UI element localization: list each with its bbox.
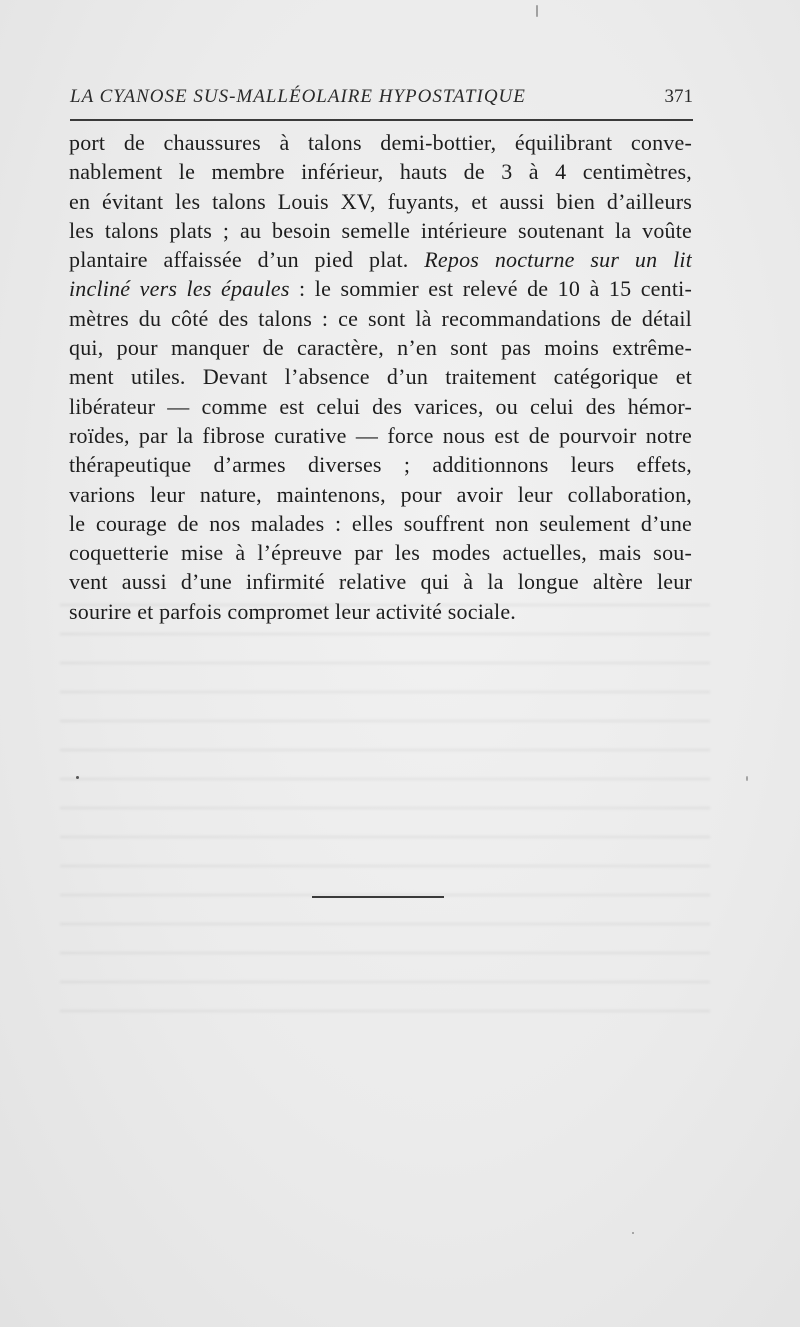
running-head [0,84,693,114]
text-line: nablement le membre inférieur, hauts de 3 à 4 centimètres, [69,159,692,185]
text-line: libérateur — comme est celui des varices, ou celui des hémor- [69,393,692,419]
text-run: plantaire affaissée d’un pied plat. [69,247,409,273]
text-line: qui, pour manquer de caractère, n’en sont pas moins extrême- [69,335,692,361]
print-speck [746,776,748,781]
print-speck [536,5,538,17]
page-number: 371 [664,86,693,107]
text-line: sourire et parfois compromet leur activité sociale. [69,598,516,624]
text-line: coquetterie mise à l’épreuve par les modes actuelles, mais sou- [69,540,692,566]
show-through-texture [60,590,710,1020]
text-run: : le sommier est relevé de 10 à 15 centi- [289,276,692,302]
text-line: ment utiles. Devant l’absence d’un traitement catégorique et [69,364,692,390]
text-line: en évitant les talons Louis XV, fuyants, et aussi bien d’ailleurs [69,188,692,214]
text-line: vent aussi d’une infirmité relative qui à la longue altère leur [69,569,692,595]
body-paragraph [69,128,692,626]
header-rule [70,119,693,121]
italic-run: incliné vers les épaules [69,276,290,302]
text-line: les talons plats ; au besoin semelle intérieure soutenant la voûte [69,217,692,243]
text-line: le courage de nos malades : elles souffrent non seulement d’une [69,510,692,536]
text-line: roïdes, par la fibrose curative — force nous est de pourvoir notre [69,422,692,448]
print-speck [76,776,79,779]
text-line: mètres du côté des talons : ce sont là recommandations de détail [69,305,692,331]
text-line: port de chaussures à talons demi-bottier, équilibrant conve- [69,130,692,155]
print-speck [632,1232,634,1234]
text-line: thérapeutique d’armes diverses ; additionnons leurs effets, [69,452,692,478]
italic-run: Repos nocturne sur un lit [424,247,692,273]
text-line: varions leur nature, maintenons, pour avoir leur collaboration, [69,481,692,507]
text-line [69,245,692,274]
running-title: LA CYANOSE SUS-MALLÉOLAIRE HYPOSTATIQUE [70,86,526,107]
text-line [69,274,692,303]
section-end-rule [312,896,444,898]
